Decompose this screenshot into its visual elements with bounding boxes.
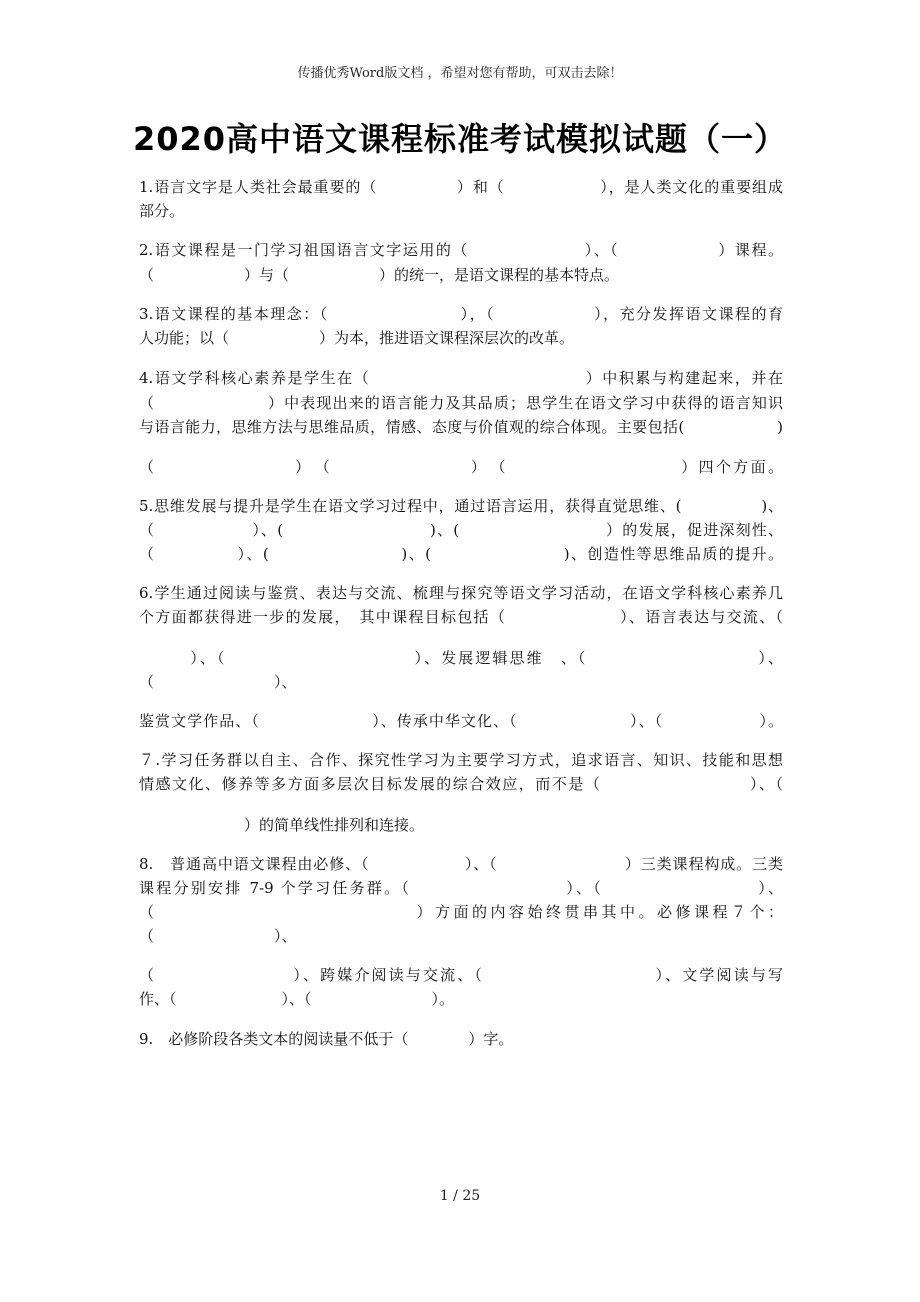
question-8-line-6: 作、（ ）、（ ）。 <box>139 990 455 1008</box>
question-1-line-1: 1.语言文字是人类社会最重要的（ ）和（ ），是人类文化的重要组成 <box>139 178 783 196</box>
question-7-line-2: 情感文化、修养等多方面多层次目标发展的综合效应，而不是（ ）、（ <box>139 775 783 793</box>
question-7-line-1: ７.学习任务群以自主、合作、探究性学习为主要学习方式，追求语言、知识、技能和思想 <box>139 751 783 769</box>
question-6-line-5: 鉴赏文学作品、（ ）、传承中华文化、（ ）、（ ）。 <box>139 712 783 730</box>
page-number: 1 / 25 <box>439 1188 481 1204</box>
question-8-line-5: （ ）、跨媒介阅读与交流、（ ）、文学阅读与写 <box>139 966 783 984</box>
question-4-line-3: 与语言能力，思维方法与思维品质，情感、态度与价值观的综合体现。主要包括( ) <box>139 418 783 436</box>
question-2-line-1: 2.语文课程是一门学习祖国语言文字运用的（ ）、（ ）课程。 <box>139 241 783 259</box>
question-3-line-2: 人功能；以（ ）为本，推进语文课程深层次的改革。 <box>139 329 575 347</box>
question-6-line-3: ）、（ ）、发展逻辑思维 、（ ）、 <box>139 649 783 667</box>
question-7-line-3: ）的简单线性排列和连接。 <box>139 816 425 834</box>
page-title: 2020高中语文课程标准考试模拟试题（一） <box>132 120 788 158</box>
header-note: 传播优秀Word版文档 ，希望对您有帮助，可双击去除！ <box>297 66 623 81</box>
question-8-line-1: 8. 普通高中语文课程由必修、（ ）、（ ）三类课程构成。三类 <box>139 855 783 873</box>
question-5-line-3: （ ）、( )、( )、创造性等思维品质的提升。 <box>139 545 783 563</box>
question-5-line-2: （ ）、( )、( ）的发展，促进深刻性、 <box>139 521 783 539</box>
question-5-line-1: 5.思维发展与提升是学生在语文学习过程中，通过语言运用，获得直觉思维、( )、 <box>139 497 783 515</box>
question-6-line-4: （ ）、 <box>139 673 297 691</box>
question-4-line-4: （ ） （ ） （ ）四个方面。 <box>139 458 783 476</box>
question-3-line-1: 3.语文课程的基本理念：（ ），（ ），充分发挥语文课程的育 <box>139 305 783 323</box>
question-6-line-2: 个方面都获得进一步的发展， 其中课程目标包括（ ）、语言表达与交流、（ <box>139 608 783 626</box>
question-8-line-4: （ ）、 <box>139 927 297 945</box>
question-1-line-2: 部分。 <box>139 202 185 220</box>
question-6-line-1: 6.学生通过阅读与鉴赏、表达与交流、梳理与探究等语文学习活动，在语文学科核心素养几 <box>139 584 783 602</box>
question-8-line-2: 课程分别安排 7-9 个学习任务群。（ ）、（ ）、 <box>139 879 783 897</box>
question-4-line-2: （ ）中表现出来的语言能力及其品质；思学生在语文学习中获得的语言知识 <box>139 394 783 412</box>
question-9-line-1: 9. 必修阶段各类文本的阅读量不低于（ ）字。 <box>139 1030 514 1048</box>
question-8-line-3: （ ）方面的内容始终贯串其中。必修课程７个： <box>139 903 783 921</box>
question-2-line-2: （ ）与（ ）的统一，是语文课程的基本特点。 <box>139 266 620 284</box>
question-4-line-1: 4.语文学科核心素养是学生在（ ）中积累与构建起来，并在 <box>139 369 783 387</box>
